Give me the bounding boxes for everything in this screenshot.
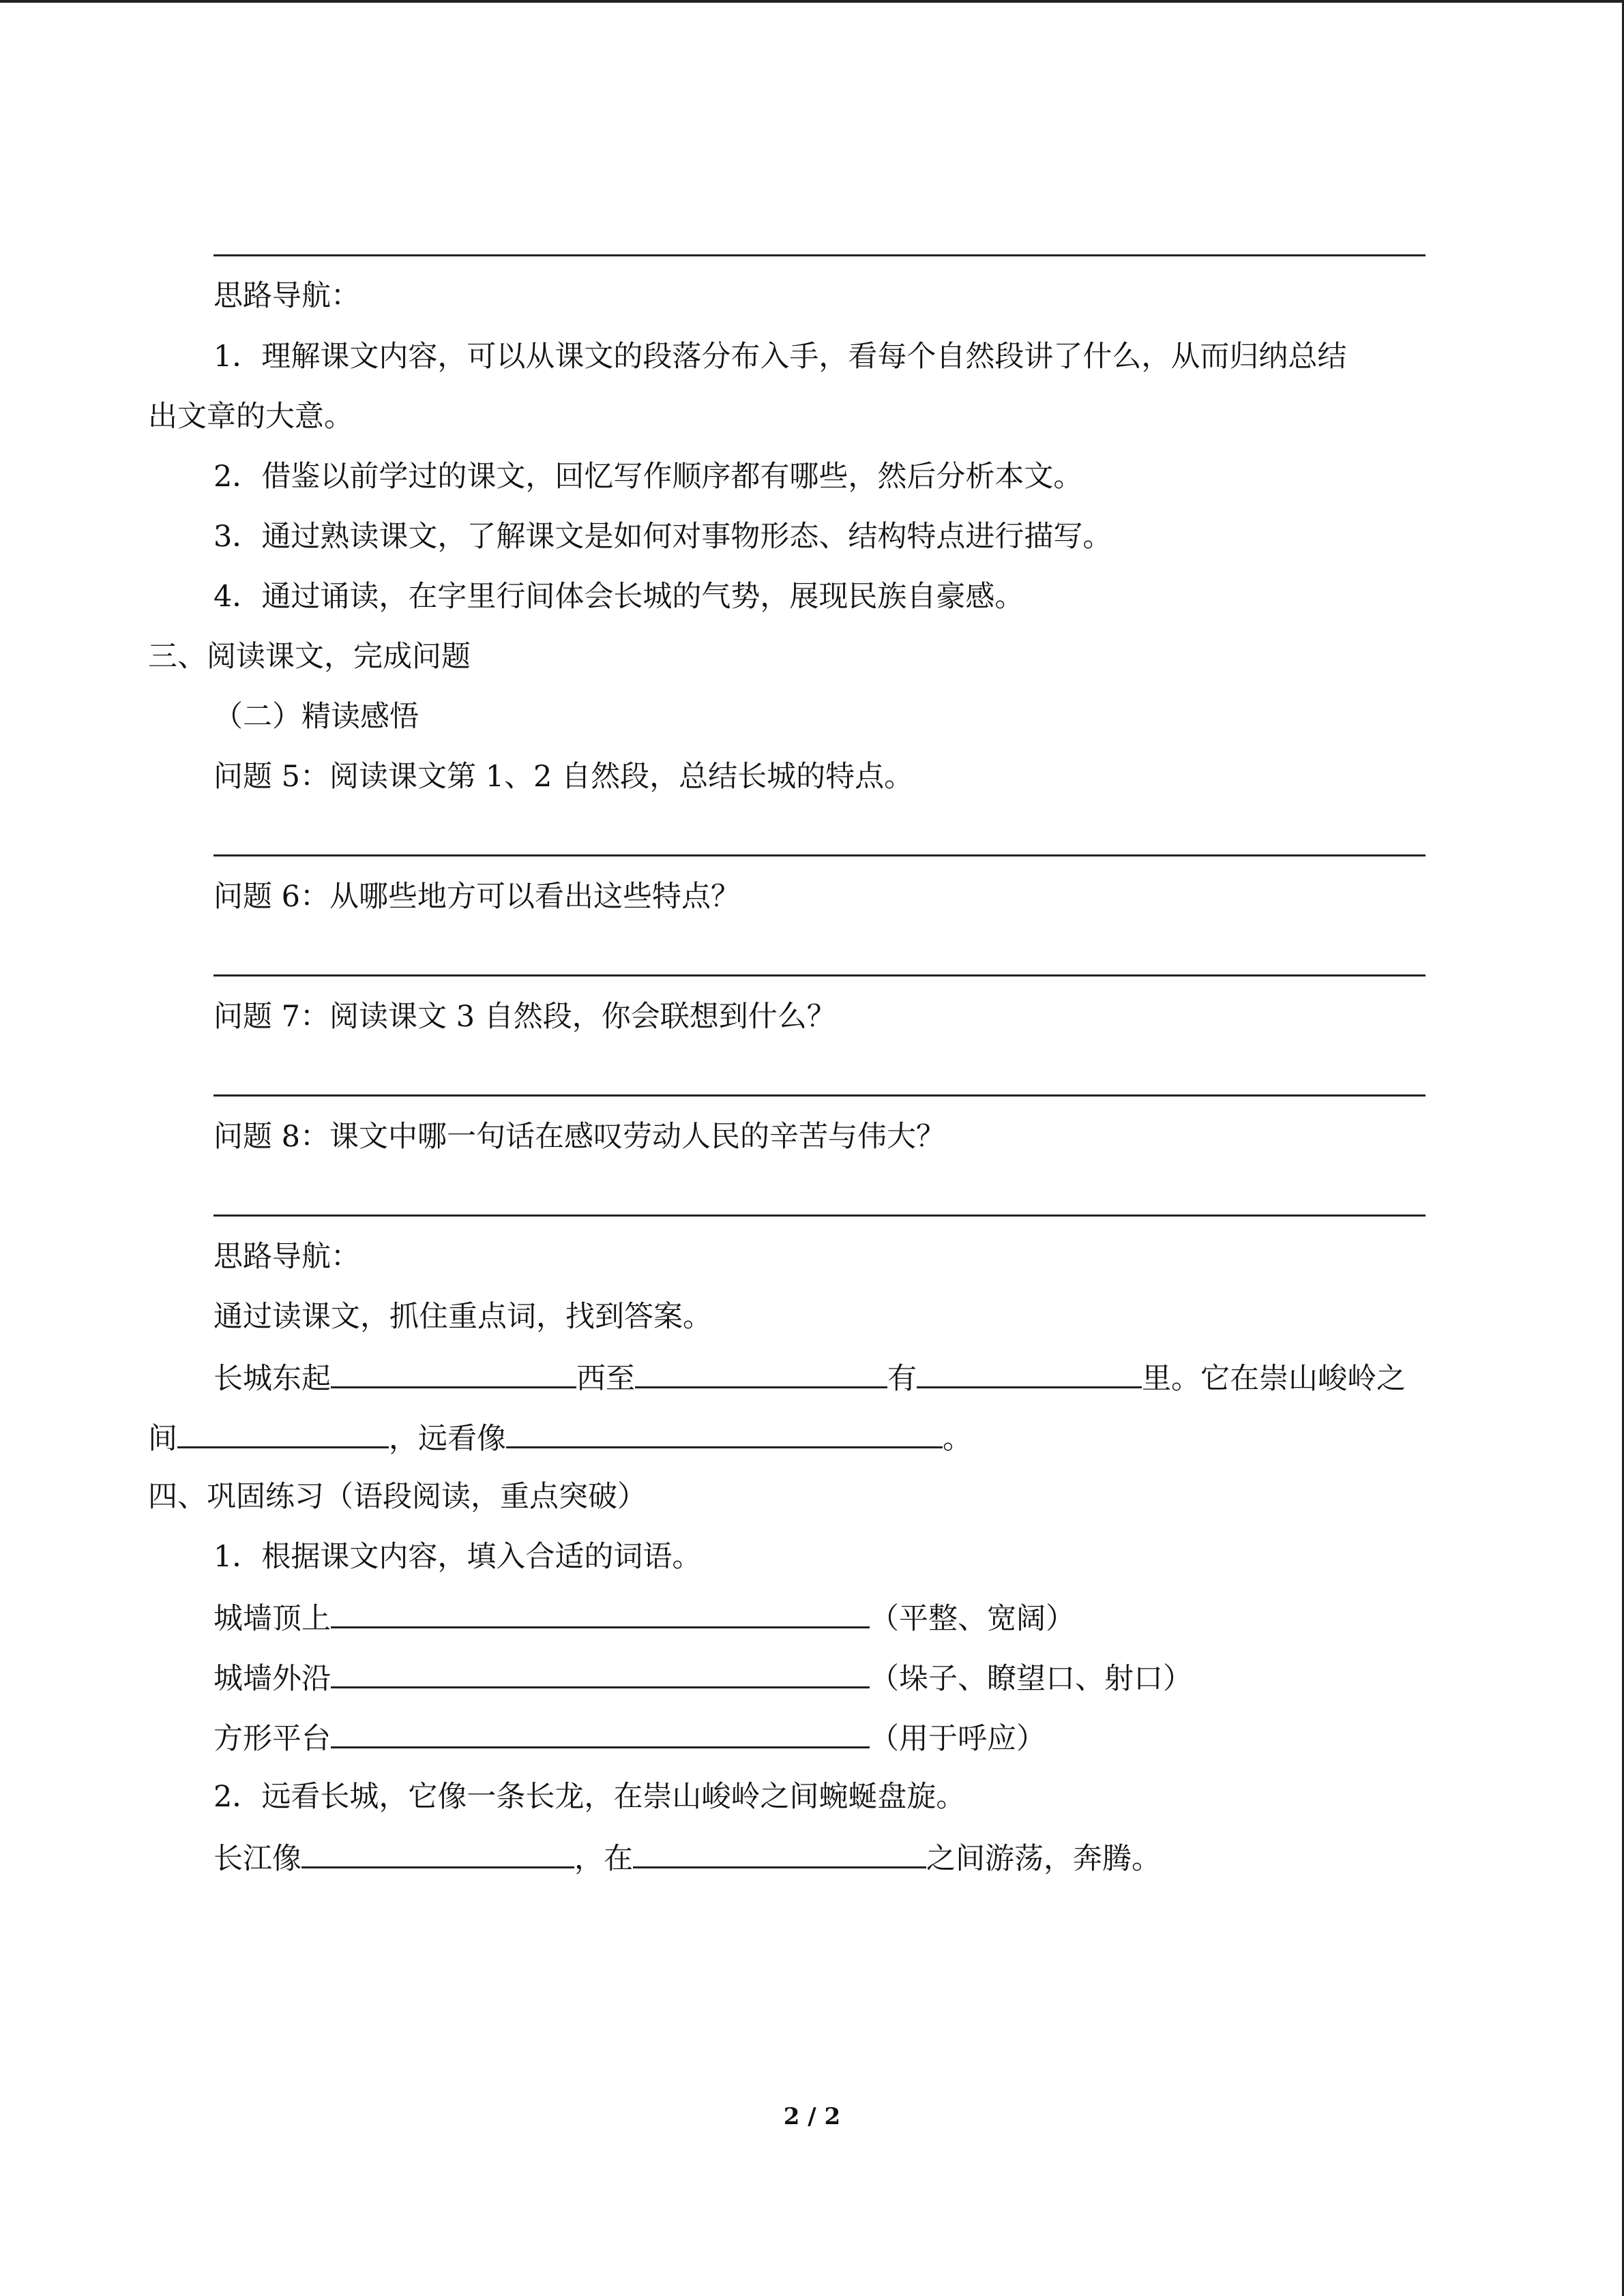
fill-blank[interactable]: [177, 1416, 389, 1448]
fill-text: 间: [148, 1422, 177, 1456]
fill-row-wall-edge: [213, 1656, 1192, 1699]
fill-blank[interactable]: [635, 1356, 887, 1388]
fill-blank[interactable]: [331, 1716, 870, 1748]
exercise-2-fill: [213, 1836, 1161, 1879]
fill-row-wall-top: [213, 1596, 1075, 1639]
fill-text: ，在: [574, 1842, 633, 1876]
page-number: 2 / 2: [783, 2103, 841, 2130]
fill-sentence-1: [213, 1356, 1406, 1399]
fill-row-label: 城墙外沿: [213, 1662, 331, 1696]
fill-text: 长江像: [213, 1842, 301, 1876]
fill-sentence-2: [148, 1416, 972, 1459]
question-5: 问题 5：阅读课文第 1、2 自然段，总结长城的特点。: [213, 760, 914, 794]
fill-text: 。: [943, 1422, 972, 1456]
fill-blank[interactable]: [506, 1416, 943, 1448]
question-8: 问题 8：课文中哪一句话在感叹劳动人民的辛苦与伟大？: [213, 1120, 946, 1154]
fill-row-label: 城墙顶上: [213, 1602, 331, 1636]
fill-text: 里。它在崇山峻岭之: [1142, 1362, 1406, 1396]
guide-item-1: 1．理解课文内容，可以从课文的段落分布入手，看每个自然段讲了什么，从而归纳总结: [213, 340, 1347, 374]
page-top-border: [0, 0, 1624, 3]
fill-text: 之间游荡，奔腾。: [926, 1842, 1161, 1876]
guide-item-2: 2．借鉴以前学过的课文，回忆写作顺序都有哪些，然后分析本文。: [213, 460, 1083, 494]
exercise-2-instruction: 2．远看长城，它像一条长龙，在崇山峻岭之间蜿蜒盘旋。: [213, 1780, 966, 1814]
guide-item-3: 3．通过熟读课文，了解课文是如何对事物形态、结构特点进行描写。: [213, 520, 1112, 554]
fill-blank[interactable]: [331, 1356, 576, 1388]
fill-blank[interactable]: [301, 1836, 574, 1868]
guide-label: 思路导航：: [213, 1240, 360, 1274]
answer-line[interactable]: [213, 1094, 1426, 1097]
fill-text: 有: [887, 1362, 917, 1396]
section-three-subheading: （二）精读感悟: [213, 700, 419, 734]
fill-text: ，远看像: [389, 1422, 506, 1456]
guide-text: 通过读课文，抓住重点词，找到答案。: [213, 1300, 712, 1334]
fill-row-label: 方形平台: [213, 1722, 331, 1756]
section-four-heading: 四、巩固练习（语段阅读，重点突破）: [148, 1480, 647, 1514]
fill-blank[interactable]: [331, 1596, 870, 1628]
fill-blank[interactable]: [917, 1356, 1142, 1388]
fill-row-hint: （用于呼应）: [870, 1722, 1046, 1756]
fill-row-hint: （平整、宽阔）: [870, 1602, 1075, 1636]
question-6: 问题 6：从哪些地方可以看出这些特点？: [213, 880, 741, 914]
fill-text: 西至: [576, 1362, 635, 1396]
answer-line[interactable]: [213, 254, 1426, 256]
section-three-heading: 三、阅读课文，完成问题: [148, 640, 471, 674]
guide-label: 思路导航：: [213, 279, 360, 313]
fill-row-square-platform: [213, 1716, 1046, 1759]
answer-line[interactable]: [213, 1214, 1426, 1217]
guide-item-1-continued: 出文章的大意。: [148, 400, 353, 434]
fill-blank[interactable]: [633, 1836, 926, 1868]
guide-item-4: 4．通过诵读，在字里行间体会长城的气势，展现民族自豪感。: [213, 580, 1024, 614]
answer-line[interactable]: [213, 974, 1426, 976]
fill-blank[interactable]: [331, 1656, 870, 1688]
fill-text: 长城东起: [213, 1362, 331, 1396]
question-7: 问题 7：阅读课文 3 自然段，你会联想到什么？: [213, 1000, 836, 1034]
fill-row-hint: （垛子、瞭望口、射口）: [870, 1662, 1192, 1696]
exercise-1-instruction: 1．根据课文内容，填入合适的词语。: [213, 1540, 702, 1574]
answer-line[interactable]: [213, 854, 1426, 856]
